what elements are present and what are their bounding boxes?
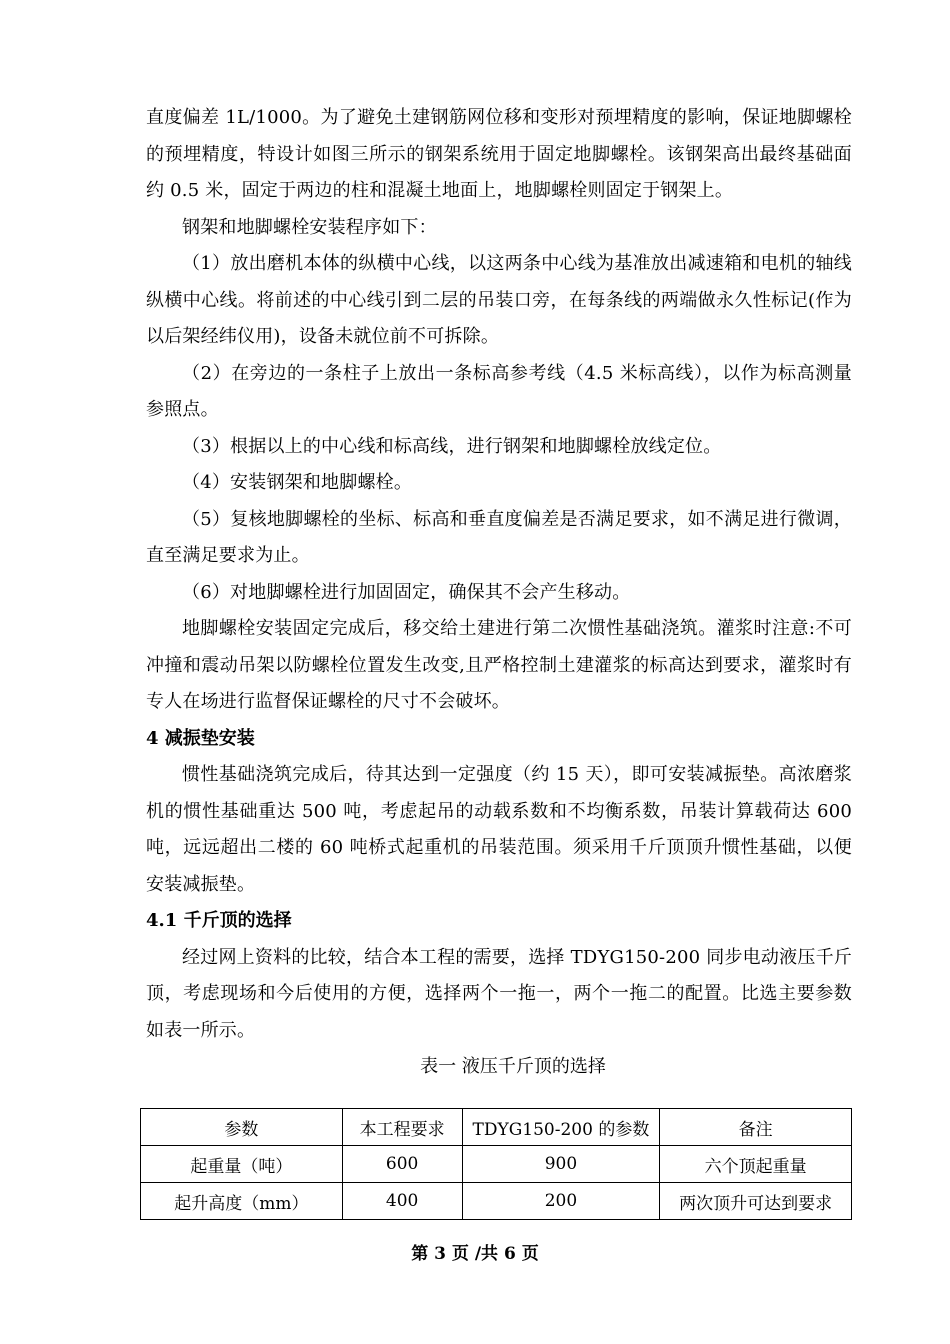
table-cell: 起重量（吨） [141, 1146, 343, 1183]
paragraph: 经过网上资料的比较，结合本工程的需要，选择 TDYG150-200 同步电动液压千斤顶，考虑现场和今后使用的方便，选择两个一拖一，两个一拖二的配置。比选主要参数如表一所示。 [146, 946, 852, 1041]
table-cell: 起升高度（mm） [141, 1183, 343, 1220]
table-header-cell: 参数 [141, 1109, 343, 1146]
table-cell: 400 [342, 1183, 462, 1220]
table-header-row [141, 1109, 852, 1146]
table-cell: 600 [342, 1146, 462, 1183]
table-row [141, 1183, 852, 1220]
paragraph: （4）安装钢架和地脚螺栓。 [182, 472, 413, 493]
paragraph: （1）放出磨机本体的纵横中心线，以这两条中心线为基准放出减速箱和电机的轴线纵横中心线。将前述的中心线引到二层的吊装口旁，在每条线的两端做永久性标记(作为以后架经纬仪用)，设备未就位前不可拆除。 [146, 253, 852, 347]
paragraph: （5）复核地脚螺栓的坐标、标高和垂直度偏差是否满足要求，如不满足进行微调，直至满足要求为止。 [146, 508, 852, 566]
paragraph: 直度偏差 1L/1000。为了避免土建钢筋网位移和变形对预埋精度的影响，保证地脚螺栓的预埋精度，特设计如图三所示的钢架系统用于固定地脚螺栓。该钢架高出最终基础面约 0.5 米，固定于两边的柱和混凝土地面上，地脚螺栓则固定于钢架上。 [146, 107, 852, 201]
table-header-cell: TDYG150-200 的参数 [462, 1109, 660, 1146]
table-cell: 六个顶起重量 [660, 1146, 852, 1183]
table-header-cell: 备注 [660, 1109, 852, 1146]
table-cell: 两次顶升可达到要求 [660, 1183, 852, 1220]
paragraph: （6）对地脚螺栓进行加固固定，确保其不会产生移动。 [182, 581, 631, 603]
paragraph: 地脚螺栓安装固定完成后，移交给土建进行第二次惯性基础浇筑。灌浆时注意:不可冲撞和震动吊架以防螺栓位置发生改变,且严格控制土建灌浆的标高达到要求，灌浆时有专人在场进行监督保证螺栓的尺寸不会破坏。 [146, 618, 852, 712]
parameter-table [140, 1108, 852, 1220]
table-row [141, 1146, 852, 1183]
paragraph: （3）根据以上的中心线和标高线，进行钢架和地脚螺栓放线定位。 [182, 435, 722, 457]
paragraph: （2）在旁边的一条柱子上放出一条标高参考线（4.5 米标高线），以作为标高测量参照点。 [146, 362, 852, 420]
table-caption: 表一 液压千斤顶的选择 [420, 1056, 606, 1077]
paragraph: 钢架和地脚螺栓安装程序如下： [182, 216, 437, 238]
table-header-cell: 本工程要求 [342, 1109, 462, 1146]
table-cell: 200 [462, 1183, 660, 1220]
section-heading: 4.1 千斤顶的选择 [146, 910, 292, 931]
document-body [146, 100, 852, 1086]
section-heading: 4 减振垫安装 [146, 727, 255, 749]
page-number-footer: 第 3 页 /共 6 页 [411, 1244, 539, 1264]
paragraph: 惯性基础浇筑完成后，待其达到一定强度（约 15 天），即可安装减振垫。高浓磨浆机的惯性基础重达 500 吨，考虑起吊的动载系数和不均衡系数，吊装计算载荷达 600 吨，远远超出二楼的 60 吨桥式起重机的吊装范围。须采用千斤顶顶升惯性基础，以便安装减振垫。 [146, 764, 852, 895]
table-cell: 900 [462, 1146, 660, 1183]
